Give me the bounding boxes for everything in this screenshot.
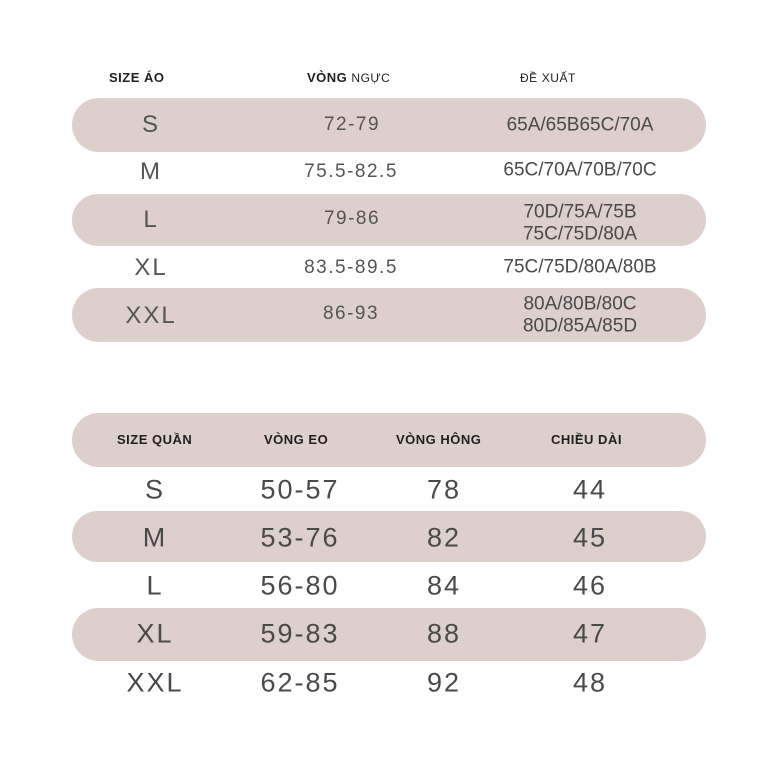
table-cell-hip: 82 — [426, 522, 462, 553]
header-size: SIZE ÁO — [109, 70, 165, 85]
table-cell-hip: 88 — [426, 618, 462, 649]
header-bust-thin: NGỰC — [351, 71, 391, 85]
table-cell-size: S — [144, 474, 166, 505]
header-hip: VÒNG HÔNG — [396, 432, 482, 447]
table-cell-length: 44 — [572, 474, 608, 505]
table-cell-hip: 84 — [426, 570, 462, 601]
table-cell-bust: 79-86 — [323, 208, 381, 229]
header-bust-bold: VÒNG — [307, 70, 348, 85]
header-recommend-1: ĐỀ — [520, 71, 538, 85]
table-cell-size: XXL — [126, 667, 184, 698]
table-cell-size: L — [143, 206, 159, 233]
table-cell-size: XL — [136, 618, 174, 649]
table-cell-size: M — [142, 522, 168, 553]
table-cell-hip: 78 — [426, 474, 462, 505]
table-cell-waist: 50-57 — [260, 474, 340, 505]
table-cell-size: M — [140, 158, 162, 185]
table-cell-recommend: 75C/75D/80A — [522, 223, 638, 245]
table-cell-waist: 59-83 — [260, 618, 340, 649]
header-waist: VÒNG EO — [264, 432, 329, 447]
header-bust — [307, 70, 390, 85]
table-cell-recommend: 80A/80B/80C — [523, 293, 637, 315]
table-cell-size: L — [146, 570, 164, 601]
table-cell-bust: 83.5-89.5 — [304, 257, 398, 278]
header-recommend — [520, 70, 576, 85]
table-cell-length: 47 — [572, 618, 608, 649]
table-cell-recommend: 65C/70A/70B/70C — [503, 159, 657, 181]
table-cell-recommend: 80D/85A/85D — [522, 315, 638, 337]
table-cell-hip: 92 — [426, 667, 462, 698]
table-cell-recommend: 75C/75D/80A/80B — [503, 256, 657, 278]
table-cell-waist: 62-85 — [260, 667, 340, 698]
header-size: SIZE QUẦN — [117, 432, 193, 447]
table-cell-size: S — [141, 111, 161, 138]
table-cell-waist: 56-80 — [260, 570, 340, 601]
table-cell-length: 45 — [572, 522, 608, 553]
table-cell-waist: 53-76 — [260, 522, 340, 553]
table-cell-recommend: 70D/75A/75B — [523, 201, 637, 223]
table-cell-bust: 75.5-82.5 — [304, 161, 398, 182]
table-cell-size: XXL — [125, 302, 177, 329]
table-cell-recommend: 65A/65B65C/70A — [506, 114, 654, 136]
table-cell-length: 48 — [572, 667, 608, 698]
table-cell-size: XL — [134, 254, 168, 281]
table-cell-bust: 86-93 — [322, 303, 380, 324]
header-length: CHIỀU DÀI — [551, 432, 622, 447]
table-cell-bust: 72-79 — [323, 114, 381, 135]
table-cell-length: 46 — [572, 570, 608, 601]
header-recommend-2: XUẤT — [541, 71, 576, 85]
